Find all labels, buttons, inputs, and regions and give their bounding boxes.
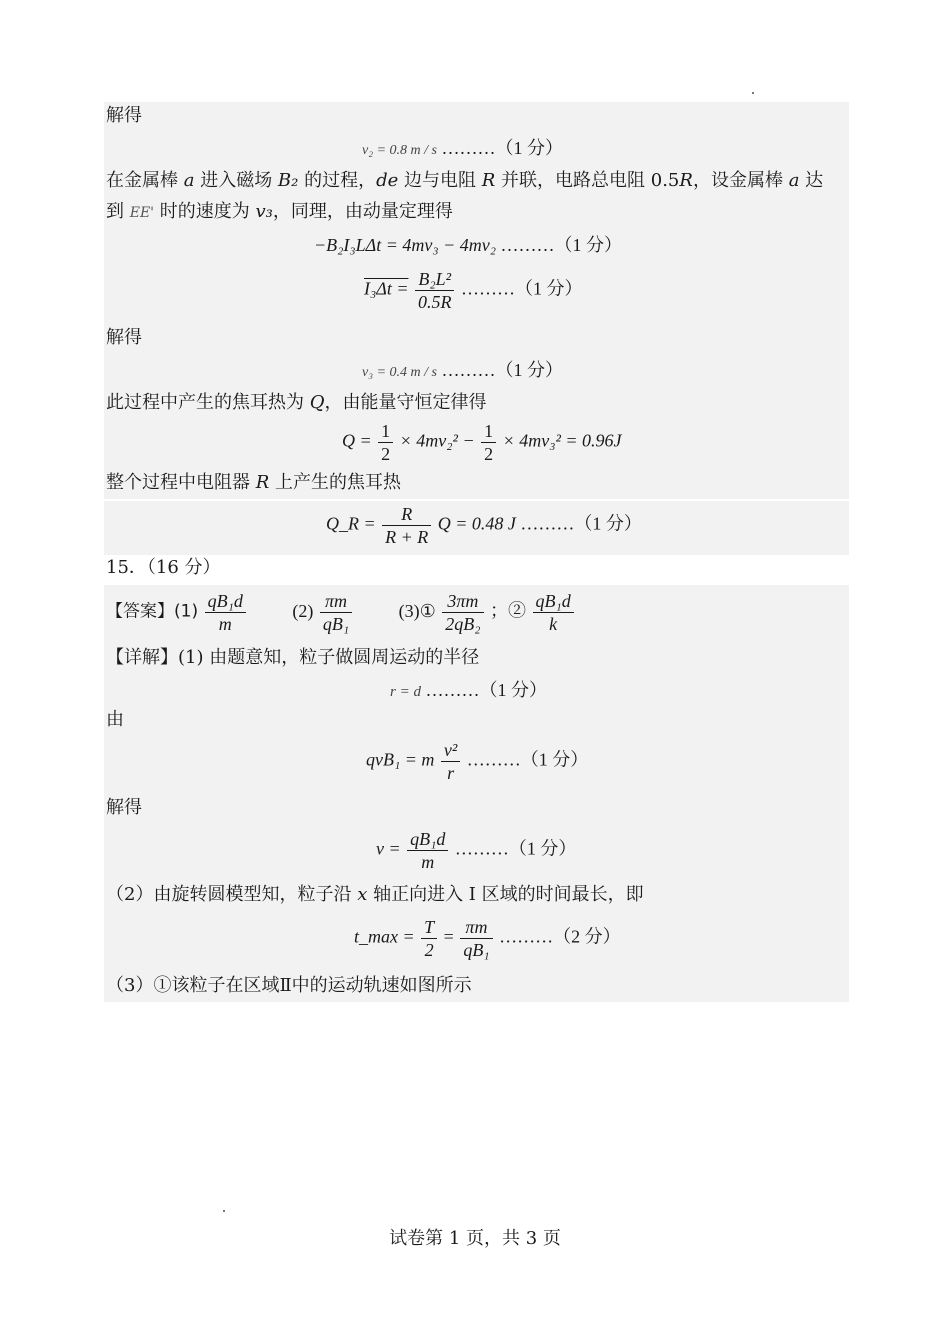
text-paragraph-4 bbox=[106, 471, 401, 495]
fraction-num: πm bbox=[320, 590, 352, 613]
fraction-den: qB₁ bbox=[322, 614, 350, 634]
fraction-num: v² bbox=[441, 739, 460, 762]
text-jiede-3: 解得 bbox=[106, 797, 142, 818]
eq-radius bbox=[390, 678, 547, 704]
fraction-num: 1 bbox=[481, 420, 496, 443]
text-seg: ，由能量守恒定律得 bbox=[324, 392, 487, 413]
eq-v3-body: v₃ = 0.4 m / s bbox=[362, 365, 437, 380]
score-mark: ………（1 分） bbox=[500, 235, 623, 255]
text-seg: 并联，电路总电阻 0.5 bbox=[495, 170, 680, 191]
fraction bbox=[382, 503, 431, 548]
eq-lorentz bbox=[366, 739, 588, 784]
text-seg: 边与电阻 bbox=[398, 170, 482, 191]
fraction bbox=[533, 590, 574, 635]
text-seg: Q bbox=[309, 392, 325, 413]
fraction bbox=[441, 739, 460, 784]
text-jiede-2: 解得 bbox=[106, 327, 142, 348]
fraction-den: 2 bbox=[424, 940, 434, 960]
text-seg: R bbox=[679, 170, 693, 191]
text-paragraph-3 bbox=[106, 391, 487, 415]
score-mark: ………（1 分） bbox=[460, 278, 583, 299]
fraction-num: 3πm bbox=[442, 590, 483, 613]
score-mark: ………（1 分） bbox=[466, 749, 589, 770]
text-seg: 进入磁场 bbox=[194, 170, 278, 191]
text-part2 bbox=[106, 883, 644, 907]
text-seg: （2）由旋转圆模型知，粒子沿 bbox=[106, 884, 358, 905]
text-seg: x bbox=[357, 884, 368, 905]
fraction bbox=[415, 268, 455, 313]
fraction bbox=[407, 828, 448, 873]
text-seg: ，同理，由动量定理得 bbox=[272, 201, 453, 222]
fraction-den: r bbox=[447, 763, 455, 783]
answer-separator: ；② bbox=[490, 600, 527, 621]
eq-qr-lhs: Q_R = bbox=[326, 513, 376, 534]
fraction-den: k bbox=[549, 614, 558, 634]
detail-intro: 【详解】(1) 由题意知，粒子做圆周运动的半径 bbox=[106, 647, 480, 668]
page-footer: 试卷第 1 页，共 3 页 bbox=[389, 1228, 561, 1249]
scan-dot bbox=[752, 92, 754, 94]
fraction-den: m bbox=[421, 852, 435, 872]
eq-momentum-1 bbox=[314, 233, 622, 257]
eq-tmax bbox=[354, 916, 621, 961]
eq-v3 bbox=[362, 358, 563, 385]
fraction-num: qB₁d bbox=[205, 590, 246, 613]
fraction-den: 2 bbox=[381, 444, 391, 464]
fraction bbox=[320, 590, 352, 635]
text-jiede-1: 解得 bbox=[106, 105, 142, 126]
fraction-den: qB₁ bbox=[463, 940, 490, 960]
text-paragraph-2 bbox=[106, 200, 453, 225]
eq-radius-body: r = d bbox=[390, 684, 421, 700]
text-paragraph-1 bbox=[106, 169, 823, 193]
answer-line bbox=[106, 590, 576, 635]
text-seg: 在金属棒 bbox=[106, 170, 184, 191]
text-seg: 此过程中产生的焦耳热为 bbox=[106, 392, 310, 413]
eq-lorentz-lhs: qvB₁ = m bbox=[366, 749, 435, 770]
score-mark: ………（1 分） bbox=[441, 138, 563, 158]
score-mark: ………（1 分） bbox=[454, 838, 577, 859]
eq-qr-rhs: Q = 0.48 J bbox=[437, 513, 516, 534]
text-seg: ，设金属棒 bbox=[692, 170, 789, 191]
fraction-den: 0.5R bbox=[417, 292, 452, 312]
fraction-num: 1 bbox=[378, 420, 393, 443]
text-seg: 整个过程中电阻器 bbox=[106, 472, 256, 493]
fraction-num: πm bbox=[460, 916, 492, 939]
eq-charge bbox=[364, 268, 582, 313]
scan-dot bbox=[223, 1210, 225, 1212]
eq-tmax-lhs: t_max = bbox=[354, 926, 415, 947]
text-part3: （3）①该粒子在区域Ⅱ中的运动轨速如图所示 bbox=[106, 975, 472, 996]
text-seg: 上产生的焦耳热 bbox=[269, 472, 402, 493]
text-you: 由 bbox=[106, 709, 124, 730]
fraction bbox=[481, 420, 496, 465]
fraction-den: 2qB₂ bbox=[445, 614, 481, 634]
eq-charge-lhs: I₃Δt = bbox=[364, 278, 409, 299]
eq-momentum-1-body: −B₂I₃LΔt = 4mv₃ − 4mv₂ bbox=[314, 235, 497, 255]
fraction-num: qB₁d bbox=[533, 590, 574, 613]
eq-qr bbox=[326, 503, 642, 548]
text-seg: 的过程， bbox=[298, 170, 377, 191]
fraction bbox=[421, 916, 437, 961]
text-seg: v₃ bbox=[255, 201, 273, 222]
fraction-den: m bbox=[218, 614, 232, 634]
text-seg: 达 bbox=[799, 170, 824, 191]
text-seg: R bbox=[255, 472, 270, 493]
fraction-num: R bbox=[382, 503, 431, 526]
fraction-num: T bbox=[421, 916, 437, 939]
text-seg: R bbox=[481, 170, 496, 191]
fraction-num: qB₁d bbox=[407, 828, 448, 851]
fraction bbox=[378, 420, 393, 465]
text-seg: de bbox=[376, 170, 399, 191]
fraction bbox=[442, 590, 483, 635]
text-seg: 轴正向进入 I 区域的时间最长，即 bbox=[367, 884, 644, 905]
score-mark: ………（2 分） bbox=[499, 926, 621, 947]
answer-2-label: (2) bbox=[292, 600, 314, 621]
fraction-den: R + R bbox=[385, 527, 429, 547]
eq-energy-rhs: × 4mv₃² = 0.96J bbox=[502, 430, 622, 451]
eq-energy bbox=[342, 420, 622, 465]
text-seg: a bbox=[788, 170, 800, 191]
text-seg: a bbox=[183, 170, 195, 191]
fraction bbox=[205, 590, 246, 635]
score-mark: ………（1 分） bbox=[425, 680, 547, 700]
eq-energy-lhs: Q = bbox=[342, 430, 372, 451]
score-mark: ………（1 分） bbox=[441, 360, 563, 380]
score-mark: ………（1 分） bbox=[520, 513, 642, 534]
eq-velocity bbox=[376, 828, 576, 873]
fraction-den: 2 bbox=[484, 444, 494, 464]
fraction-num: B₂L² bbox=[415, 268, 455, 291]
answer-3-label: (3)① bbox=[398, 600, 436, 621]
eq-tmax-equals: = bbox=[443, 926, 454, 947]
answer-label: 【答案】(1) bbox=[106, 601, 199, 622]
eq-velocity-lhs: v = bbox=[376, 838, 401, 859]
eq-v2 bbox=[362, 136, 563, 163]
question-15-heading: 15．（16 分） bbox=[106, 557, 221, 578]
text-seg: 到 bbox=[106, 201, 130, 222]
text-seg: B₂ bbox=[277, 170, 299, 191]
eq-v2-body: v₂ = 0.8 m / s bbox=[362, 143, 437, 158]
text-seg: 时的速度为 bbox=[154, 201, 256, 222]
eq-energy-mid: × 4mv₂² − bbox=[399, 430, 475, 451]
fraction bbox=[460, 916, 492, 961]
text-seg: EE' bbox=[129, 205, 155, 221]
